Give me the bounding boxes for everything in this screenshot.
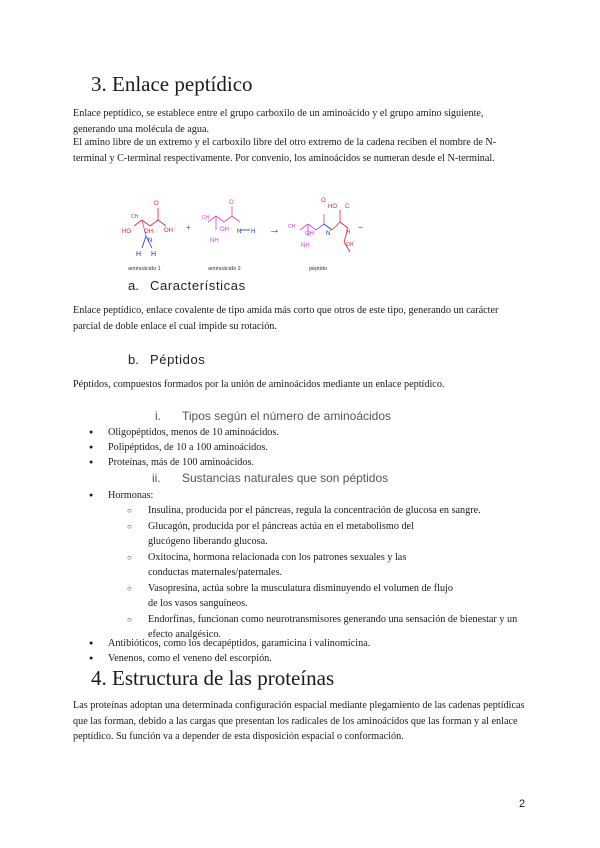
atom-h-1: H: [136, 251, 142, 258]
atom-oh-1b: OH: [144, 229, 153, 235]
list-item: ● Antibióticos, como los decapéptidos, garamicina i valinomicina.: [89, 636, 529, 651]
subsection-ii-number: ii.: [152, 471, 161, 485]
atom-o-1: O: [154, 201, 159, 207]
list-item: ○ Glucagón, producida por el páncreas actúa en el metabolismo del glucógeno liberando glucosa.: [124, 519, 524, 549]
label-aminoacido-1: aminoácido 1: [128, 266, 161, 272]
atom-oh-p2: OH: [346, 242, 354, 248]
amino-acid-2-structure: [208, 206, 250, 230]
atom-h-p: H: [346, 230, 351, 236]
atom-oh-2: OH: [220, 227, 229, 233]
list-item: ○ Vasopresina, actúa sobre la musculatura disminuyendo el volumen de flujo de los vasos sanguíneos.: [124, 581, 524, 611]
subsection-b-number: b.: [128, 352, 139, 367]
atom-ho-p: HO: [328, 204, 337, 210]
plus-sign: +: [186, 223, 191, 232]
subsection-b-heading: [128, 352, 205, 367]
atom-oh-p: OH: [305, 231, 314, 237]
section-4-paragraph: Las proteínas adoptan una determinada configuración espacial mediante plegamiento de las cadenas peptídicas que las forman, debido a las cargas que presentan los radicales de los aminoácidos que las forman y al enlace peptídico. Su función va a depender de esta disposición espacial o conformación.: [73, 700, 525, 742]
subsection-ii-heading: [152, 471, 388, 485]
list-item-hormonas: ● Hormonas:: [89, 488, 529, 503]
label-peptido: péptido: [309, 266, 328, 272]
atom-ch3-1: CH: [131, 214, 139, 220]
atom-nh2-p: NH: [301, 243, 310, 249]
section-4-heading: 4. Estructura de las proteínas: [91, 666, 335, 690]
list-item: ● Oligopéptidos, menos de 10 aminoácidos.: [89, 425, 519, 440]
atom-o-2: O: [229, 200, 234, 206]
atom-ch3-p: CH: [288, 224, 296, 230]
subsection-i-heading: [155, 409, 391, 423]
list-item: ● Venenos, como el veneno del escorpión.: [89, 651, 529, 666]
subsection-a-number: a.: [128, 278, 139, 293]
atom-h-1b: H: [151, 251, 157, 258]
atom-n-2: N: [237, 229, 242, 235]
atom-oh-1: OH: [164, 228, 173, 234]
atom-ho-1: HO: [122, 229, 131, 235]
atom-ch3-2: CH: [202, 215, 210, 221]
page-number: 2: [519, 798, 526, 810]
list-item: ● Proteínas, más de 100 aminoácidos.: [89, 455, 519, 470]
atom-o-p: O: [321, 198, 326, 204]
atom-h-2: H: [251, 229, 256, 235]
subsection-i-title: Tipos según el número de aminoácidos: [182, 409, 392, 423]
minus-sign: −: [358, 223, 363, 232]
atom-c-p: C: [345, 204, 350, 210]
subsection-a-heading: [128, 278, 246, 293]
peptide-bond-reaction-figure: [120, 196, 380, 276]
peptidos-paragraph: Péptidos, compuestos formados por la unión de aminoácidos mediante un enlace peptídico.: [73, 379, 445, 390]
label-aminoacido-2: aminoácido 2: [208, 266, 241, 272]
hormonas-list: [124, 503, 524, 643]
section-3-paragraph-1: Enlace peptídico, se establece entre el grupo carboxilo de un aminoácido y el grupo amino siguiente, generando una molécula de agua.: [73, 108, 484, 135]
list-item: ○ Oxitocina, hormona relacionada con los patrones sexuales y las conductas maternales/paternales.: [124, 550, 524, 580]
subsection-ii-title: Sustancias naturales que son péptidos: [182, 471, 389, 485]
sustancias-list-rest: [89, 636, 529, 666]
atom-n-p: N: [326, 231, 331, 237]
reaction-arrow: →: [269, 224, 280, 236]
list-item: ○ Insulina, producida por el páncreas, regula la concentración de glucosa en sangre.: [124, 503, 524, 518]
subsection-i-number: i.: [155, 409, 161, 423]
sustancias-list: [89, 488, 529, 503]
section-3-paragraph-2: El amino libre de un extremo y el carboxilo libre del otro extremo de la cadena reciben el nombre de N-terminal y C-terminal respectivamente. Por convenio, los aminoácidos se numeran desde el N-terminal.: [73, 137, 497, 164]
subsection-a-title: Características: [150, 278, 246, 293]
list-item: ○ Endorfinas, funcionan como neurotransmisores generando una sensación de bienestar y un efecto analgésico.: [124, 612, 524, 642]
atom-nh2-2: NH: [210, 238, 219, 244]
subsection-b-title: Péptidos: [150, 352, 206, 367]
atom-n-1: N: [148, 238, 153, 244]
list-item: ● Polipéptidos, de 10 a 100 aminoácidos.: [89, 440, 519, 455]
caracteristicas-paragraph: Enlace peptídico, enlace covalente de tipo amida más corto que otros de este tipo, generando un carácter parcial de doble enlace el cual impide su rotación.: [73, 305, 499, 332]
section-3-heading: 3. Enlace peptídico: [91, 72, 253, 96]
tipos-list: [89, 425, 519, 470]
